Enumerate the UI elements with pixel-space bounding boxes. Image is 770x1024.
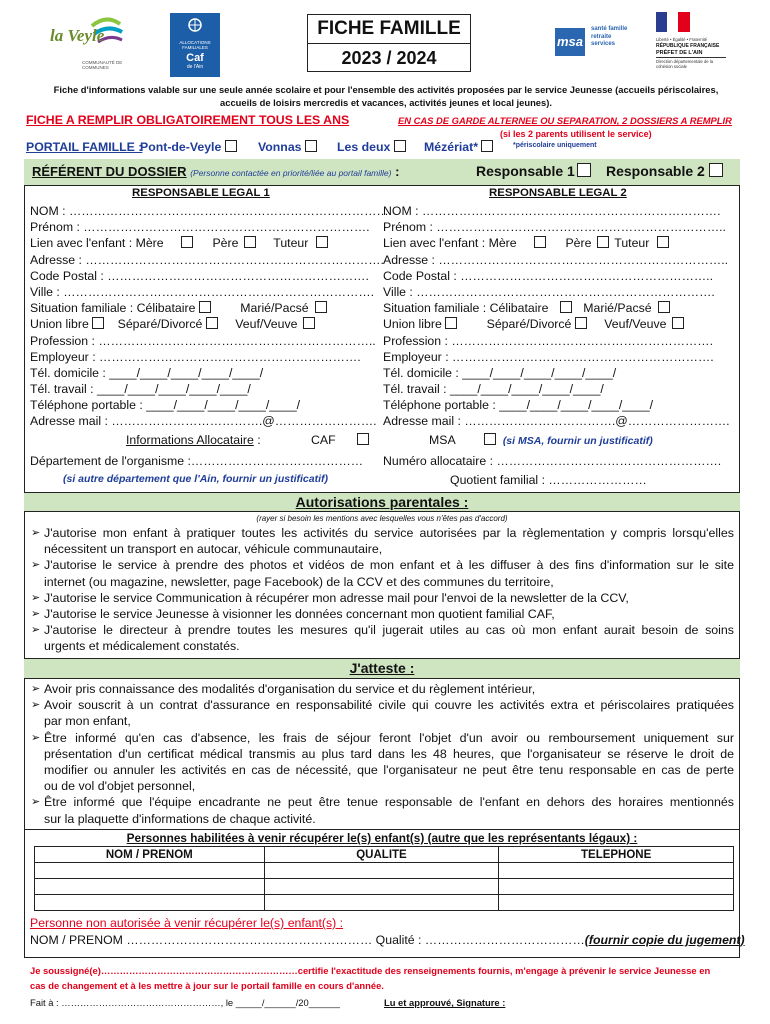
personnes-table xyxy=(34,846,734,911)
resp1-heading: RESPONSABLE LEGAL 1 xyxy=(132,187,270,199)
alloc-departement[interactable]: Département de l'organisme :…………………………………… xyxy=(30,454,364,468)
checkbox[interactable] xyxy=(394,140,406,152)
non-autorisee-line[interactable] xyxy=(30,933,745,947)
checkbox[interactable] xyxy=(577,163,591,177)
non-autorisee-note: (fournir copie du jugement) xyxy=(584,933,745,947)
certification-line1: Je soussigné(e)………………………………………………………certifie l'exactitude des renseignements fournis, m'engage à prévenir le service Jeunesse en xyxy=(30,965,711,976)
resp1-marie-label: Marié/Pacsé xyxy=(240,301,309,316)
table-cell[interactable] xyxy=(35,879,265,895)
resp1-profession[interactable]: Profession : ………………………………………………………….. xyxy=(30,333,376,348)
table-cell[interactable] xyxy=(35,895,265,911)
atteste-item-line: Avoir pris connaissance des modalités d'organisation du service et du règlement intérieur, xyxy=(44,682,536,696)
resp2-tel-travail[interactable]: Tél. travail : ____/____/____/____/____/ xyxy=(383,382,604,397)
alloc-msa-label: MSA xyxy=(429,433,455,447)
portail-option-label: Vonnas xyxy=(258,140,302,154)
atteste-item xyxy=(30,681,734,697)
table-row xyxy=(35,895,734,911)
table-row xyxy=(35,879,734,895)
atteste-item-line: modifier ou annuler les activités en cas de nécessité, que l'organisateur ne peut être tenu responsable en cas de perte xyxy=(44,763,734,778)
atteste-item-line: Avoir souscrit à un contrat d'assurance en responsabilité civile qui couvre les activités extra et périscolaires pratiquées xyxy=(44,698,734,713)
portail-label: PORTAIL FAMILLE : xyxy=(26,140,143,154)
table-cell[interactable] xyxy=(499,895,734,911)
portail-famille xyxy=(26,140,142,154)
caf-logo-text: ALLOCATIONS FAMILIALES xyxy=(179,40,211,50)
resp1-situation-label: Situation familiale : Célibataire xyxy=(30,301,196,316)
resp2-tel-domicile[interactable]: Tél. domicile : ____/____/____/____/____/ xyxy=(383,365,617,380)
checkbox-separe[interactable] xyxy=(575,317,587,329)
arrow-bullet-icon: ➢ xyxy=(31,699,41,712)
autorisations-item-line: J'autorise mon enfant à pratiquer toutes les activités du service autorisées par la règlementation y compris lorsqu'elles xyxy=(44,526,734,540)
resp2-ville[interactable]: Ville : ………………………………………………………………. xyxy=(383,284,715,299)
table-cell[interactable] xyxy=(264,879,499,895)
checkbox[interactable] xyxy=(481,140,493,152)
atteste-item-line: sur la plaquette d'informations de chaque activité. xyxy=(44,811,316,826)
portail-option-mezeriat[interactable] xyxy=(424,140,493,154)
resp2-situation xyxy=(383,300,733,316)
resp1-tel-portable[interactable]: Téléphone portable : ____/____/____/____/____/ xyxy=(30,398,301,413)
arrow-bullet-icon: ➢ xyxy=(31,559,41,572)
checkbox-celibataire[interactable] xyxy=(199,301,211,313)
referent-resp1[interactable] xyxy=(476,163,591,179)
resp2-union-label: Union libre xyxy=(383,317,442,332)
table-cell[interactable] xyxy=(264,863,499,879)
arrow-bullet-icon: ➢ xyxy=(31,527,41,539)
referent-note: (Personne contactée en priorité/liée au portail famille) xyxy=(190,168,392,178)
resp2-profession[interactable]: Profession : ………………………………………………………. xyxy=(383,333,713,348)
resp2-tel-portable[interactable]: Téléphone portable : ____/____/____/____/____/ xyxy=(383,398,654,413)
alloc-label: Informations Allocataire xyxy=(126,433,254,447)
arrow-bullet-icon: ➢ xyxy=(31,591,41,604)
atteste-item xyxy=(30,794,734,826)
certification xyxy=(30,963,740,993)
resp1-cp[interactable]: Code Postal : ………………………………………………………. xyxy=(30,268,369,283)
resp2-separe-label: Séparé/Divorcé xyxy=(486,317,572,332)
column-header: QUALITE xyxy=(264,847,499,863)
referent-title: RÉFÉRENT DU DOSSIER xyxy=(32,164,187,179)
autorisations-item xyxy=(30,590,734,606)
notice-annual: FICHE A REMPLIR OBLIGATOIREMENT TOUS LES ANS xyxy=(26,113,350,127)
checkbox-pere[interactable] xyxy=(597,236,609,248)
intro-line2: accueils de loisirs mercredis et vacances, activités jeunes et local jeunes). xyxy=(220,97,552,108)
checkbox-marie[interactable] xyxy=(658,301,670,313)
referent-resp2[interactable] xyxy=(606,163,723,179)
peri-note: *périscolaire uniquement xyxy=(513,142,597,149)
resp1-ville[interactable]: Ville : …………………………………………………………………. xyxy=(30,284,375,299)
alloc-msa[interactable] xyxy=(429,433,653,447)
table-cell[interactable] xyxy=(499,863,734,879)
resp2-adresse[interactable]: Adresse : …………………………………………………………….. xyxy=(383,252,729,267)
notice-separation-sub: (si les 2 parents utilisent le service) xyxy=(500,129,652,139)
resp2-mail[interactable]: Adresse mail : ……………………………….@……………………. xyxy=(383,414,730,429)
resp2-marie-label: Marié/Pacsé xyxy=(583,301,652,316)
table-header-row xyxy=(35,847,734,863)
alloc-quotient[interactable]: Quotient familial : …………………… xyxy=(450,473,647,487)
resp1-union-label: Union libre xyxy=(30,317,89,332)
checkbox-marie[interactable] xyxy=(315,301,327,313)
logo-veyle xyxy=(48,16,128,76)
table-cell[interactable] xyxy=(499,879,734,895)
autorisations-item-line: J'autorise le directeur à prendre toutes les mesures qu'il jugerait utiles au cas où mon enfant aurait besoin de soins xyxy=(44,623,734,638)
signature-label: Lu et approuvé, Signature : xyxy=(384,997,506,1008)
referent-heading xyxy=(32,164,399,179)
prefet-name: PRÉFET DE L'AIN xyxy=(656,49,726,58)
autorisations-title: Autorisations parentales : xyxy=(295,494,469,510)
arrow-bullet-icon: ➢ xyxy=(31,608,41,621)
intro-text xyxy=(26,83,746,109)
veyle-logo-text: la Veyle xyxy=(50,26,105,45)
msa-logo-icon: msa xyxy=(555,28,585,56)
alloc-colon: : xyxy=(257,433,261,447)
portail-option-label: Pont-de-Veyle xyxy=(140,140,222,154)
certification-line2: cas de changement et à les mettre à jour sur le portail famille en cours d'année. xyxy=(30,980,384,991)
divider xyxy=(24,829,740,830)
resp1-mail[interactable]: Adresse mail : ……………………………….@……………………. xyxy=(30,414,377,429)
autorisations-item-line: J'autorise le service Communication à récupérer mon adresse mail pour l'envoi de la newsletter de la CCV, xyxy=(44,590,629,605)
resp2-nom[interactable]: NOM : ………………………………………………………………. xyxy=(383,204,721,218)
checkbox-union[interactable] xyxy=(92,317,104,329)
portail-option-vonnas[interactable] xyxy=(258,140,317,154)
msa-logo-text: santé famille retraite services xyxy=(591,26,628,47)
resp1-column xyxy=(30,203,389,430)
arrow-bullet-icon: ➢ xyxy=(31,731,41,744)
column-header: NOM / PRENOM xyxy=(35,847,265,863)
resp2-situation-label: Situation familiale : Célibataire xyxy=(383,301,549,316)
resp1-pere-label: Père xyxy=(212,236,239,251)
resp2-pere-label: Père xyxy=(565,236,592,251)
resp1-tel-domicile[interactable]: Tél. domicile : ____/____/____/____/____/ xyxy=(30,365,264,380)
non-autorisee-fields[interactable]: NOM / PRENOM …………………………………………………… Qualité : ………………………………… xyxy=(30,933,585,947)
resp1-tel-travail[interactable]: Tél. travail : ____/____/____/____/____/ xyxy=(30,382,251,397)
autorisations-item-line: J'autorise le service Jeunesse à visionner les données concernant mon quotient familial CAF, xyxy=(44,607,555,622)
resp2-employeur[interactable]: Employeur : ………………………………………………………. xyxy=(383,349,714,364)
checkbox-caf[interactable] xyxy=(357,433,369,445)
page-year: 2023 / 2024 xyxy=(341,48,437,68)
alloc-msa-note: (si MSA, fournir un justificatif) xyxy=(502,435,653,447)
autorisations-item-line: urgents et médicalement constatés. xyxy=(44,639,240,654)
autorisations-item xyxy=(30,525,734,557)
autorisations-item xyxy=(30,622,734,654)
resp1-union xyxy=(30,316,370,332)
resp1-tuteur-label: Tuteur xyxy=(273,236,309,251)
personnes-title: Personnes habilitées à venir récupérer le(s) enfant(s) (autre que les représentants légaux) : xyxy=(126,831,638,845)
prefet-dir: Direction départementale de la cohésion sociale xyxy=(656,59,714,69)
alloc-caf[interactable] xyxy=(311,433,369,447)
checkbox-tuteur[interactable] xyxy=(657,236,669,248)
autorisations-list xyxy=(30,525,734,655)
autorisations-item-line: J'autorise le service à prendre des photos et vidéos de mon enfant et à les diffuser à des fins d'information sur le site xyxy=(44,558,734,573)
autorisations-item-line: internet (ou magazine, newsletter, page Facebook) de la CCV et des communes du territoire, xyxy=(44,574,554,589)
portail-option-les-deux[interactable] xyxy=(337,140,406,154)
atteste-item-line: présentation d'un certificat médical transmis au plus tard dans les 48 heures, que l'organisateur se réserve le droit de xyxy=(44,746,734,761)
atteste-item xyxy=(30,697,734,729)
resp2-lien-label: Lien avec l'enfant : Mère xyxy=(383,236,517,251)
alloc-dept-note: (si autre département que l'Ain, fournir un justificatif) xyxy=(63,473,329,485)
autorisations-note: (rayer si besoin les mentions avec lesquelles vous n'êtes pas d'accord) xyxy=(256,514,508,523)
atteste-item-line: par mon enfant, xyxy=(44,714,131,729)
notice-separation: EN CAS DE GARDE ALTERNEE OU SEPARATION, 2 DOSSIERS A REMPLIR xyxy=(398,115,732,126)
resp1-lien-label: Lien avec l'enfant : Mère xyxy=(30,236,164,251)
checkbox[interactable] xyxy=(305,140,317,152)
checkbox-veuf[interactable] xyxy=(672,317,684,329)
atteste-item-line: Être informé que l'équipe encadrante ne peut être tenue responsable de l'enfant en dehors des horaires mentionnés xyxy=(44,795,734,810)
marianne-icon xyxy=(656,12,690,32)
resp2-prenom[interactable]: Prénom : …………………………………………………………….. xyxy=(383,220,726,235)
resp1-lien xyxy=(30,235,370,251)
atteste-list xyxy=(30,681,734,827)
checkbox-mere[interactable] xyxy=(534,236,546,248)
checkbox-msa[interactable] xyxy=(484,433,496,445)
atteste-item-line: ou de vol d'objet personnel, xyxy=(44,779,196,794)
resp2-veuf-label: Veuf/Veuve xyxy=(604,317,667,332)
caf-logo-sub: de l'Ain xyxy=(186,64,204,70)
fait-a[interactable]: Fait à : ……………………………………………, le _____/______/20______ xyxy=(30,997,341,1008)
veyle-logo-sub: COMMUNAUTÉ DE COMMUNES xyxy=(82,60,123,70)
non-autorisee-title: Personne non autorisée à venir récupérer le(s) enfant(s) : xyxy=(30,916,344,930)
atteste-title: J'atteste : xyxy=(349,660,415,676)
arrow-bullet-icon: ➢ xyxy=(31,683,41,695)
resp1-adresse[interactable]: Adresse : ………………………………………………………………. xyxy=(30,252,384,267)
resp1-nom[interactable]: NOM : …………………………………………………………………… xyxy=(30,204,389,218)
resp2-column xyxy=(383,203,733,430)
alloc-caf-label: CAF xyxy=(311,433,336,447)
checkbox-mere[interactable] xyxy=(181,236,193,248)
checkbox[interactable] xyxy=(225,140,237,152)
resp2-lien xyxy=(383,235,733,251)
checkbox-separe[interactable] xyxy=(206,317,218,329)
checkbox-veuf[interactable] xyxy=(303,317,315,329)
checkbox-pere[interactable] xyxy=(244,236,256,248)
page-title: FICHE FAMILLE xyxy=(308,15,470,44)
checkbox-tuteur[interactable] xyxy=(316,236,328,248)
resp2-heading: RESPONSABLE LEGAL 2 xyxy=(489,187,627,199)
logo-caf xyxy=(170,13,220,77)
portail-option-label: Les deux xyxy=(337,140,391,154)
intro-line1: Fiche d'informations valable sur une seule année scolaire et pour l'ensemble des activités proposées par le service Jeunesse (accueils périscolaires, xyxy=(53,84,719,95)
referent-colon: : xyxy=(395,164,400,179)
resp1-employeur[interactable]: Employeur : ………………………………………………………. xyxy=(30,349,361,364)
resp2-cp[interactable]: Code Postal : …………………………………………………….. xyxy=(383,268,714,283)
title-box xyxy=(307,14,471,72)
portail-option-label: Mézériat* xyxy=(424,140,478,154)
alloc-info xyxy=(126,433,261,447)
checkbox[interactable] xyxy=(709,163,723,177)
autorisations-item xyxy=(30,606,734,622)
referent-resp1-label: Responsable 1 xyxy=(476,163,575,179)
checkbox-celibataire[interactable] xyxy=(560,301,572,313)
column-header: TELEPHONE xyxy=(499,847,734,863)
caf-emblem-icon xyxy=(170,13,220,35)
autorisations-item xyxy=(30,557,734,589)
caf-logo-name: Caf xyxy=(186,52,204,64)
table-row xyxy=(35,863,734,879)
alloc-numero[interactable]: Numéro allocataire : ………………………………………………. xyxy=(383,454,722,468)
table-cell[interactable] xyxy=(35,863,265,879)
prefet-motto: Liberté • Égalité • Fraternité xyxy=(656,37,708,42)
autorisations-item-line: nécessitent un transport en autocar, véhicule communautaire, xyxy=(44,542,383,557)
prefet-rep: RÉPUBLIQUE FRANÇAISE xyxy=(656,43,720,49)
arrow-bullet-icon: ➢ xyxy=(31,624,41,637)
resp1-separe-label: Séparé/Divorcé xyxy=(117,317,203,332)
table-cell[interactable] xyxy=(264,895,499,911)
resp2-tuteur-label: Tuteur xyxy=(614,236,650,251)
arrow-bullet-icon: ➢ xyxy=(31,796,41,809)
logo-msa xyxy=(555,26,637,62)
resp1-situation xyxy=(30,300,370,316)
resp1-prenom[interactable]: Prénom : ……………………………………………………………. xyxy=(30,220,370,235)
referent-resp2-label: Responsable 2 xyxy=(606,163,705,179)
resp2-union xyxy=(383,316,733,332)
atteste-item xyxy=(30,730,734,795)
atteste-item-line: Être informé qu'en cas d'absence, les frais de séjour feront l'objet d'un avoir ou remboursement uniquement sur xyxy=(44,730,734,745)
resp1-veuf-label: Veuf/Veuve xyxy=(235,317,298,332)
portail-option-pont[interactable] xyxy=(140,140,237,154)
checkbox-union[interactable] xyxy=(445,317,457,329)
logo-prefet xyxy=(656,12,726,80)
